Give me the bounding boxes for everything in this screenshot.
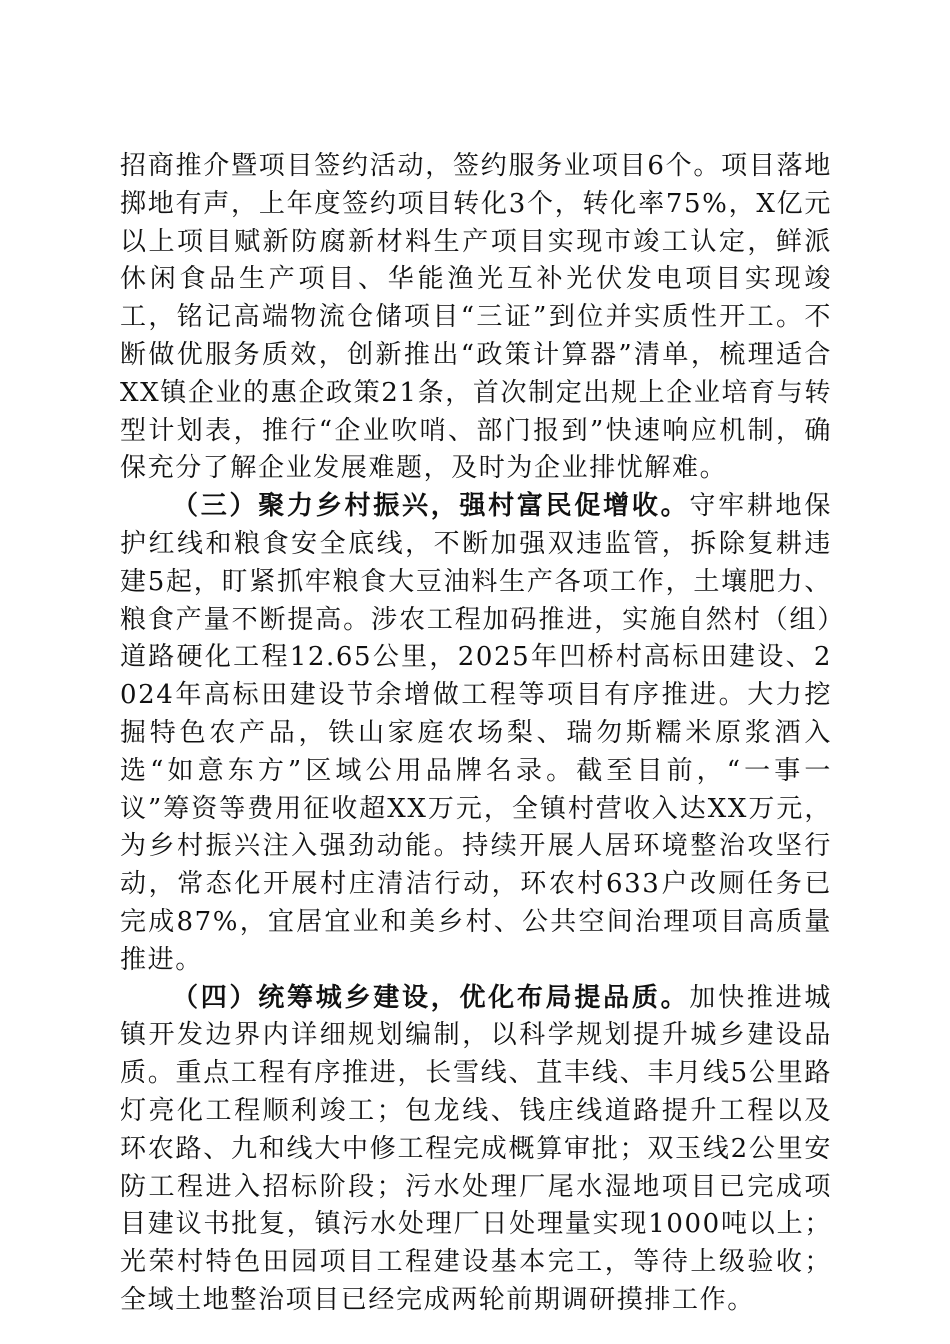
paragraph-text: 守牢耕地保护红线和粮食安全底线，不断加强双违监管，拆除复耕违建5起，盯紧抓牢粮食大豆油料生产各项工作，土壤肥力、粮食产量不断提高。涉农工程加码推进，实施自然村（组）道路硬化工程12.65公里，2025年凹桥村高标田建设、2024年高标田建设节余增做工程等项目有序推进。大力挖掘特色农产品，铁山家庭农场梨、瑞勿斯糯米原浆酒入选“如意东方”区域公用品牌名录。截至目前，“一事一议”筹资等费用征收超XX万元，全镇村营收入达XX万元，为乡村振兴注入强劲动能。持续开展人居环境整治攻坚行动，常态化开展村庄清洁行动，环农村633户改厕任务已完成87%，宜居宜业和美乡村、公共空间治理项目高质量推进。 bbox=[120, 491, 832, 975]
paragraph-investment-continued bbox=[120, 148, 832, 488]
section-heading-3: （三）聚力乡村振兴，强村富民促增收。 bbox=[172, 491, 690, 522]
paragraph-text: 加快推进城镇开发边界内详细规划编制，以科学规划提升城乡建设品质。重点工程有序推进，长雪线、苴丰线、丰月线5公里路灯亮化工程顺利竣工；包龙线、钱庄线道路提升工程以及环农路、九和线大中修工程完成概算审批；双玉线2公里安防工程进入招标阶段；污水处理厂尾水湿地项目已完成项目建议书批复，镇污水处理厂日处理量实现1000吨以上；光荣村特色田园项目工程建设基本完工，等待上级验收；全域土地整治项目已经完成两轮前期调研摸排工作。 bbox=[120, 982, 832, 1315]
paragraph-urban-rural-construction bbox=[120, 980, 832, 1320]
section-heading-4: （四）统筹城乡建设，优化布局提品质。 bbox=[172, 982, 690, 1013]
paragraph-rural-revitalization bbox=[120, 488, 832, 979]
document-body bbox=[120, 148, 832, 1320]
paragraph-text: 招商推介暨项目签约活动，签约服务业项目6个。项目落地掷地有声，上年度签约项目转化3个，转化率75%，X亿元以上项目赋新防腐新材料生产项目实现市竣工认定，鲜派休闲食品生产项目、华能渔光互补光伏发电项目实现竣工，铭记高端物流仓储项目“三证”到位并实质性开工。不断做优服务质效，创新推出“政策计算器”清单，梳理适合XX镇企业的惠企政策21条，首次制定出规上企业培育与转型计划表，推行“企业吹哨、部门报到”快速响应机制，确保充分了解企业发展难题，及时为企业排忧解难。 bbox=[120, 151, 832, 484]
